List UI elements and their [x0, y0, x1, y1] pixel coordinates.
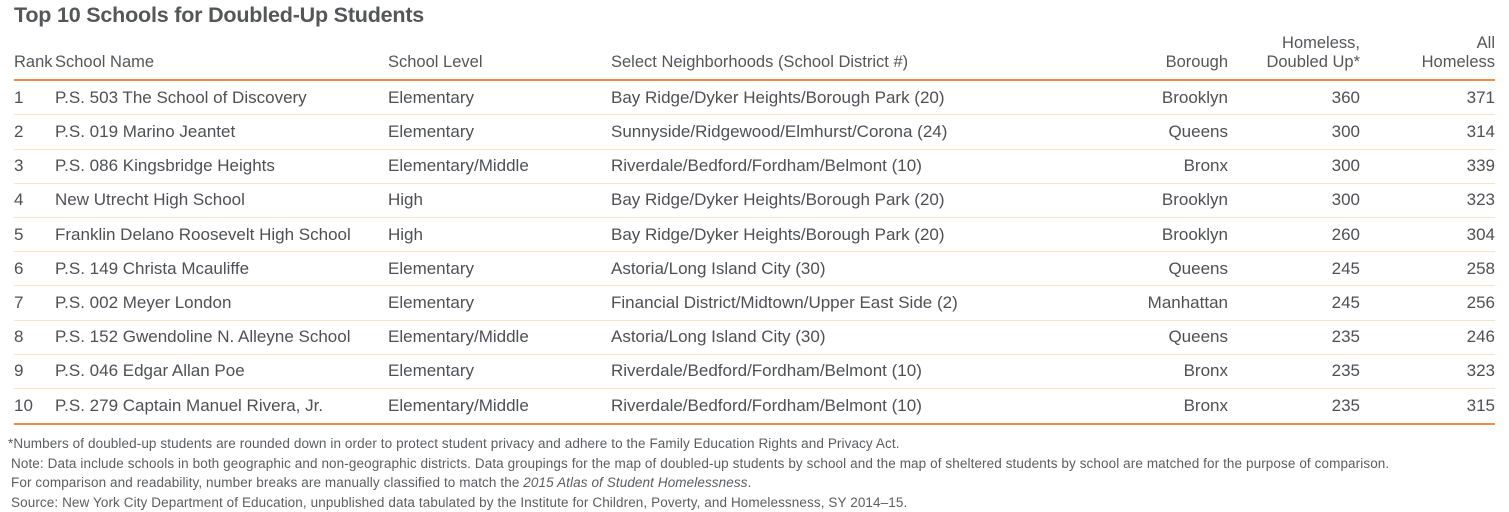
cell-borough: Bronx: [1183, 156, 1228, 176]
footnote-comparison-italic: 2015 Atlas of Student Homelessness: [523, 475, 748, 491]
footnote-asterisk: *Numbers of doubled-up students are rounded down in order to protect student privacy and adhere to the Family Education Rights and Privacy Act.: [8, 436, 900, 452]
cell-all-homeless: 339: [1466, 156, 1495, 176]
cell-school-name: P.S. 279 Captain Manuel Rivera, Jr.: [55, 396, 324, 416]
cell-rank: 5: [14, 224, 24, 244]
cell-homeless-doubled-up: 300: [1331, 190, 1360, 210]
cell-all-homeless: 323: [1466, 190, 1495, 210]
cell-rank: 2: [14, 122, 24, 142]
cell-all-homeless: 256: [1466, 292, 1495, 312]
cell-homeless-doubled-up: 235: [1331, 361, 1360, 381]
cell-homeless-doubled-up: 300: [1331, 156, 1360, 176]
report-table-figure: [0, 3, 1509, 510]
cell-school-level: Elementary/Middle: [388, 156, 529, 176]
footnotes: [8, 434, 1495, 512]
header-all-homeless: [1360, 34, 1495, 72]
cell-all-homeless: 323: [1466, 361, 1495, 381]
cell-homeless-doubled-up: 235: [1331, 327, 1360, 347]
cell-all-homeless: 315: [1466, 396, 1495, 416]
table-row: [14, 321, 1495, 355]
footnote-comparison-prefix: For comparison and readability, number breaks are manually classified to match the: [11, 475, 524, 491]
cell-neighborhoods: Astoria/Long Island City (30): [611, 327, 826, 347]
cell-rank: 3: [14, 156, 24, 176]
header-all-homeless-line1: All: [1476, 34, 1495, 52]
cell-school-name: P.S. 149 Christa Mcauliffe: [55, 258, 250, 278]
cell-school-name: Franklin Delano Roosevelt High School: [55, 224, 351, 244]
schools-table: [14, 28, 1495, 425]
cell-all-homeless: 304: [1466, 224, 1495, 244]
header-school-level: School Level: [388, 53, 483, 72]
header-homeless-doubled-up: [1228, 34, 1360, 72]
cell-school-level: Elementary: [388, 361, 474, 381]
cell-all-homeless: 258: [1466, 258, 1495, 278]
cell-neighborhoods: Sunnyside/Ridgewood/Elmhurst/Corona (24): [611, 122, 948, 142]
table-row: [14, 218, 1495, 252]
cell-rank: 4: [14, 190, 24, 210]
cell-rank: 9: [14, 361, 24, 381]
header-borough: Borough: [1165, 53, 1228, 72]
cell-school-level: Elementary: [388, 292, 474, 312]
cell-neighborhoods: Riverdale/Bedford/Fordham/Belmont (10): [611, 396, 922, 416]
footnote-comparison-suffix: .: [747, 475, 752, 491]
cell-homeless-doubled-up: 245: [1331, 292, 1360, 312]
cell-all-homeless: 314: [1466, 122, 1495, 142]
cell-rank: 7: [14, 292, 24, 312]
cell-all-homeless: 246: [1466, 327, 1495, 347]
header-homeless-doubled-up-line1: Homeless,: [1282, 34, 1360, 52]
cell-borough: Brooklyn: [1161, 190, 1228, 210]
cell-neighborhoods: Financial District/Midtown/Upper East Side (2): [611, 292, 958, 312]
table-row: [14, 115, 1495, 149]
cell-school-name: P.S. 002 Meyer London: [55, 292, 232, 312]
table-row: [14, 355, 1495, 389]
footnote-source: Source: New York City Department of Education, unpublished data tabulated by the Institute for Children, Poverty, and Homelessness, SY 2014–15.: [11, 494, 908, 510]
cell-school-level: Elementary: [388, 87, 474, 107]
cell-borough: Queens: [1168, 258, 1228, 278]
cell-school-level: High: [388, 224, 423, 244]
cell-school-name: P.S. 503 The School of Discovery: [55, 87, 307, 107]
cell-school-level: Elementary: [388, 258, 474, 278]
cell-neighborhoods: Bay Ridge/Dyker Heights/Borough Park (20): [611, 87, 945, 107]
table-header-row: [14, 28, 1495, 81]
cell-homeless-doubled-up: 300: [1331, 122, 1360, 142]
cell-homeless-doubled-up: 260: [1331, 224, 1360, 244]
table-rows: [14, 81, 1495, 425]
cell-school-name: P.S. 019 Marino Jeantet: [55, 122, 236, 142]
cell-all-homeless: 371: [1466, 87, 1495, 107]
table-row: [14, 389, 1495, 423]
header-neighborhoods: Select Neighborhoods (School District #): [611, 53, 909, 72]
cell-school-name: P.S. 152 Gwendoline N. Alleyne School: [55, 327, 351, 347]
cell-homeless-doubled-up: 360: [1331, 87, 1360, 107]
cell-borough: Bronx: [1183, 396, 1228, 416]
cell-neighborhoods: Bay Ridge/Dyker Heights/Borough Park (20): [611, 190, 945, 210]
header-homeless-doubled-up-line2: Doubled Up*: [1266, 53, 1360, 72]
cell-school-level: Elementary: [388, 122, 474, 142]
cell-borough: Brooklyn: [1161, 87, 1228, 107]
cell-rank: 8: [14, 327, 24, 347]
cell-neighborhoods: Bay Ridge/Dyker Heights/Borough Park (20): [611, 224, 945, 244]
table-row: [14, 81, 1495, 115]
footnote-comparison: [11, 473, 1495, 493]
cell-school-name: P.S. 046 Edgar Allan Poe: [55, 361, 245, 381]
cell-neighborhoods: Riverdale/Bedford/Fordham/Belmont (10): [611, 156, 922, 176]
table-row: [14, 150, 1495, 184]
cell-school-name: P.S. 086 Kingsbridge Heights: [55, 156, 275, 176]
cell-rank: 10: [14, 396, 33, 416]
header-all-homeless-line2: Homeless: [1421, 53, 1495, 72]
cell-rank: 1: [14, 87, 24, 107]
cell-borough: Queens: [1168, 327, 1228, 347]
cell-neighborhoods: Riverdale/Bedford/Fordham/Belmont (10): [611, 361, 922, 381]
cell-neighborhoods: Astoria/Long Island City (30): [611, 258, 826, 278]
header-rank: Rank: [14, 53, 53, 72]
table-row: [14, 184, 1495, 218]
cell-school-level: Elementary/Middle: [388, 396, 529, 416]
cell-school-level: Elementary/Middle: [388, 327, 529, 347]
cell-borough: Queens: [1168, 122, 1228, 142]
cell-borough: Brooklyn: [1161, 224, 1228, 244]
cell-borough: Bronx: [1183, 361, 1228, 381]
cell-school-level: High: [388, 190, 423, 210]
cell-borough: Manhattan: [1147, 292, 1228, 312]
page-title: Top 10 Schools for Doubled-Up Students: [14, 3, 425, 27]
cell-homeless-doubled-up: 245: [1331, 258, 1360, 278]
cell-homeless-doubled-up: 235: [1331, 396, 1360, 416]
header-school-name: School Name: [55, 53, 155, 72]
cell-rank: 6: [14, 258, 24, 278]
table-row: [14, 252, 1495, 286]
table-row: [14, 286, 1495, 320]
cell-school-name: New Utrecht High School: [55, 190, 245, 210]
footnote-note: Note: Data include schools in both geographic and non-geographic districts. Data groupings for the map of doubled-up students by school and the map of sheltered students by school are matched for the purpose of comparison.: [11, 455, 1390, 471]
